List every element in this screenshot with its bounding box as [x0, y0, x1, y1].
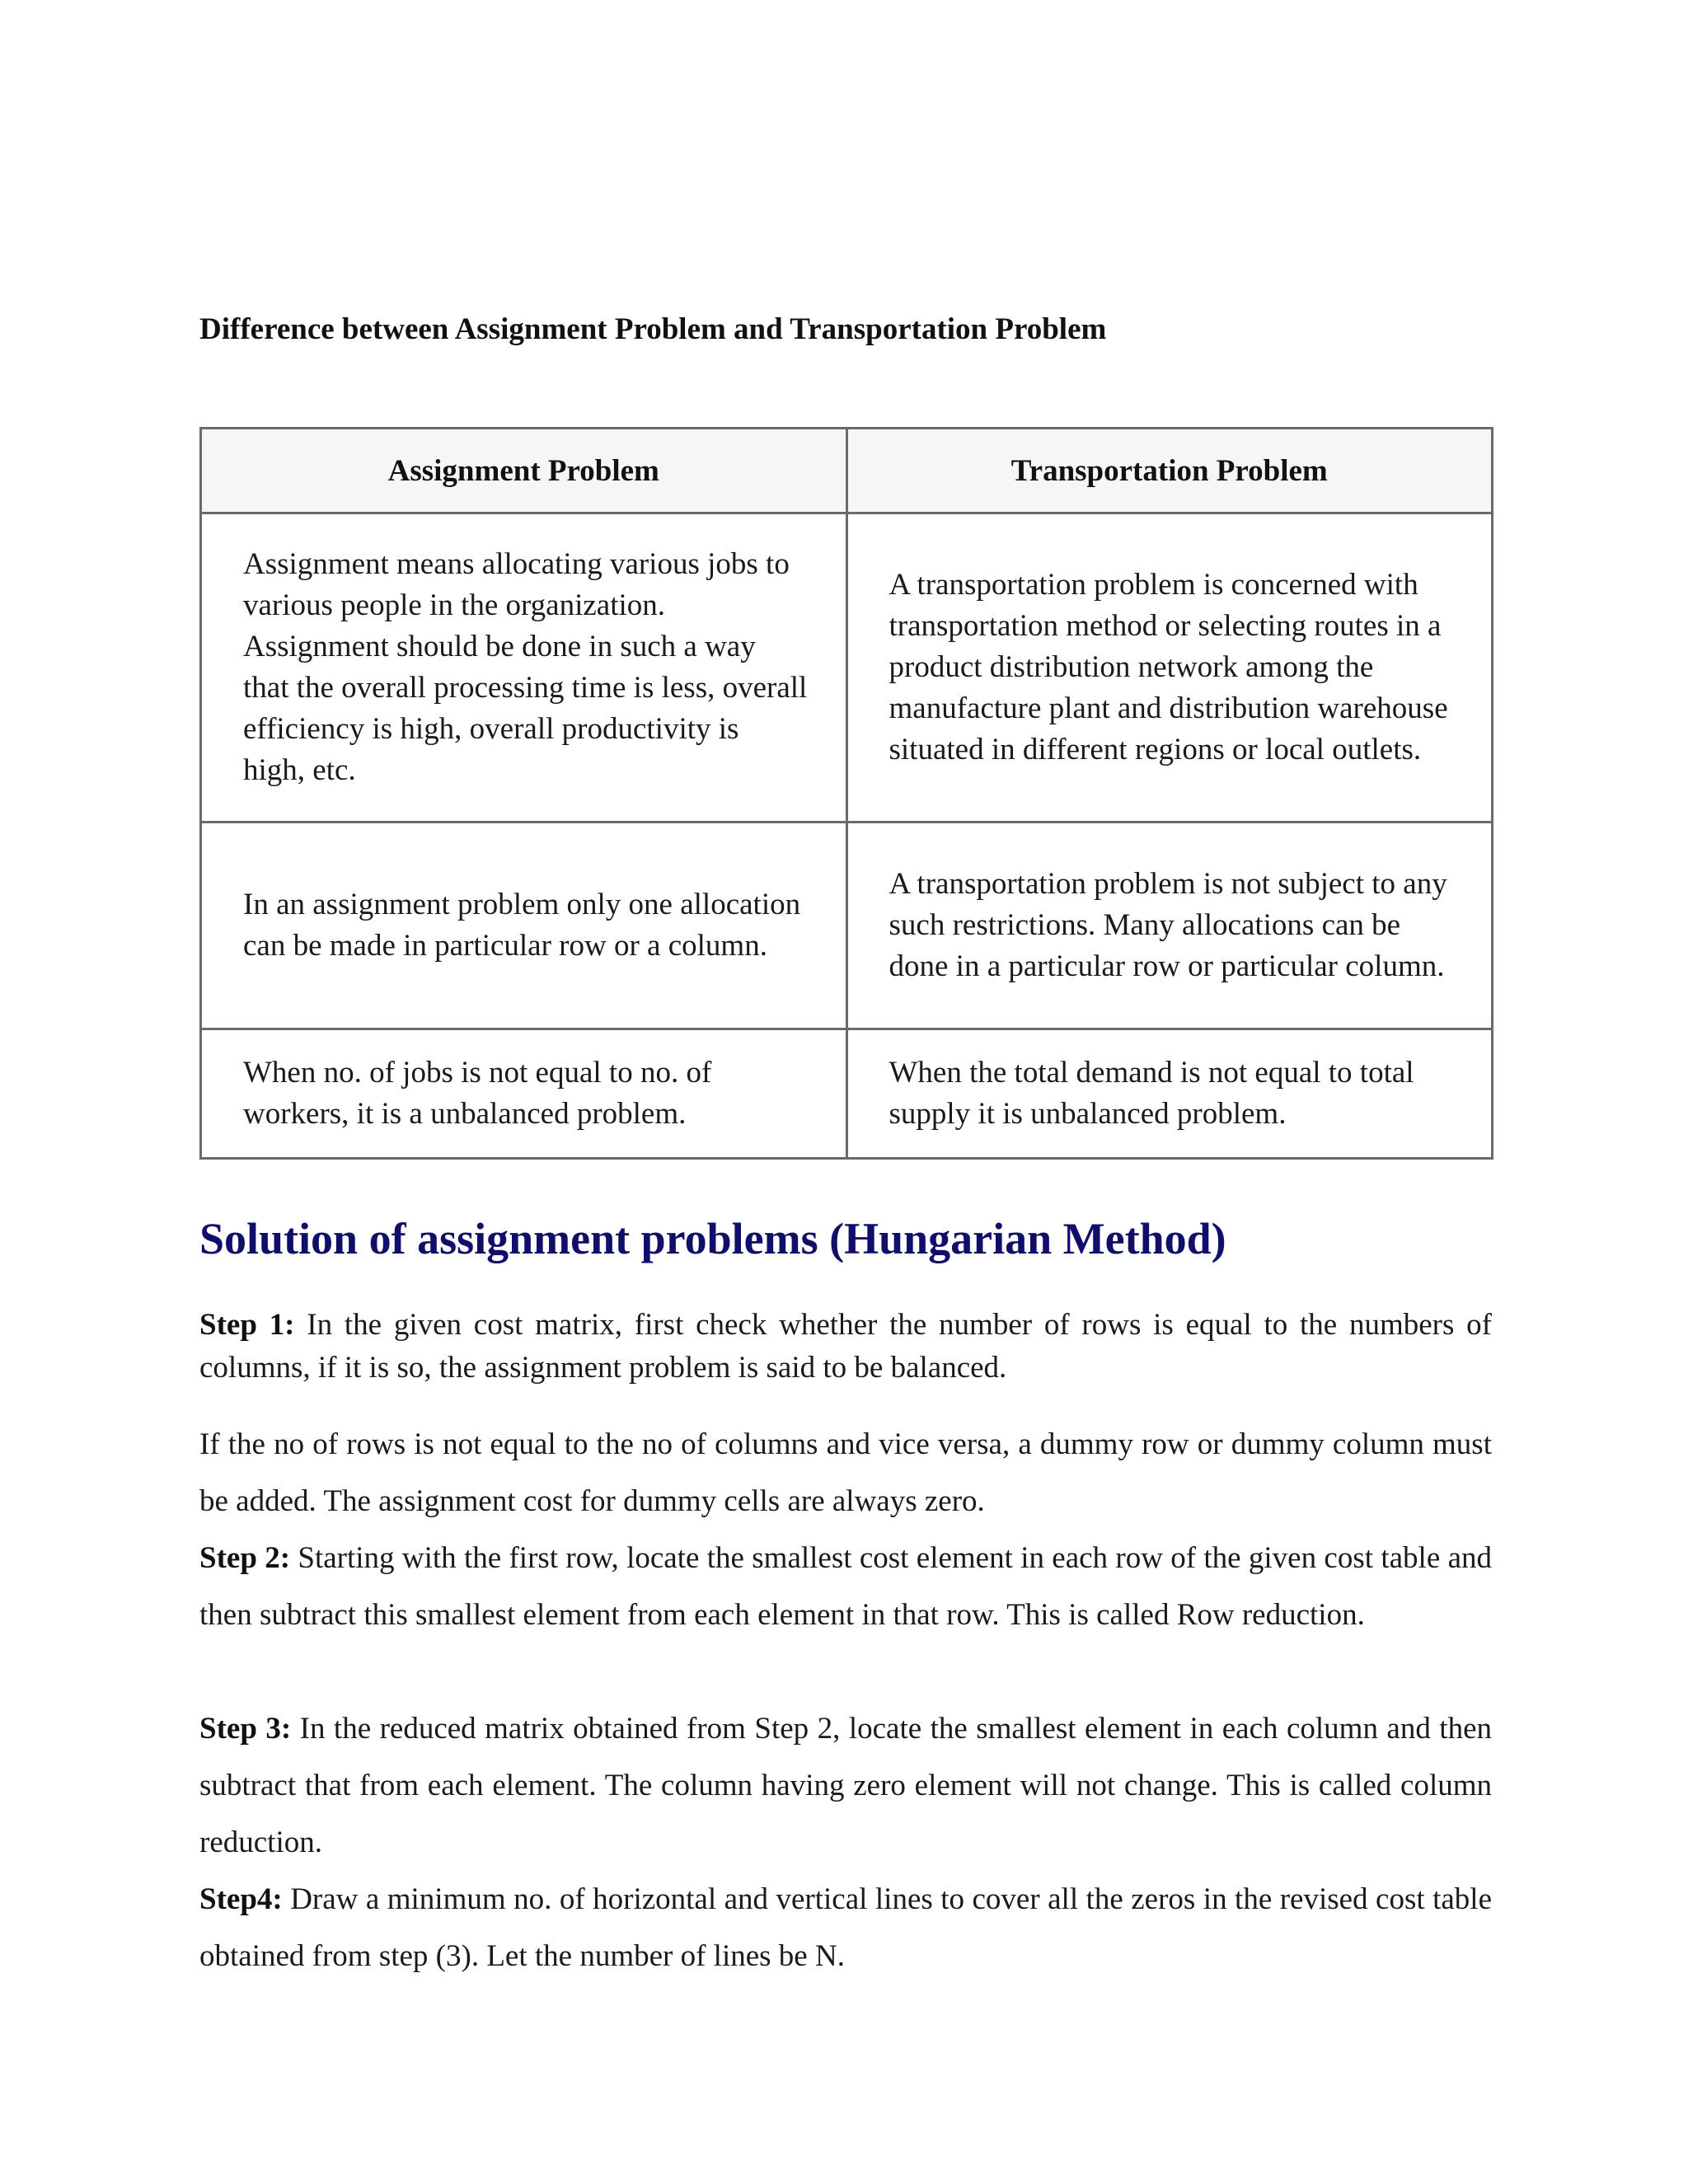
header-transportation-problem: Transportation Problem	[846, 429, 1493, 513]
table-header-row	[201, 429, 1493, 513]
table-row	[201, 823, 1493, 1029]
step-text: If the no of rows is not equal to the no of columns and vice versa, a dummy row or dummy column must be added. The assignment cost for dummy cells are always zero.	[199, 1427, 1492, 1518]
table-cell: In an assignment problem only one allocation can be made in particular row or a column.	[201, 823, 847, 1029]
table-cell: A transportation problem is concerned with transportation method or selecting routes in a product distribution network among the manufacture plant and distribution warehouse situated in different regions or local outlets.	[846, 513, 1493, 823]
table-cell: Assignment means allocating various jobs to various people in the organization. Assignment should be done in such a way that the overall processing time is less, overall efficiency is high, overall productivity is high, etc.	[201, 513, 847, 823]
table-cell: A transportation problem is not subject to any such restrictions. Many allocations can be done in a particular row or particular column.	[846, 823, 1493, 1029]
step-label: Step 2:	[199, 1541, 291, 1575]
step-text: In the reduced matrix obtained from Step 2, locate the smallest element in each column and then subtract that from each element. The column having zero element will not change. This is called column reduction.	[199, 1712, 1492, 1859]
table-cell: When the total demand is not equal to total supply it is unbalanced problem.	[846, 1029, 1493, 1159]
header-assignment-problem: Assignment Problem	[201, 429, 847, 513]
table-cell: When no. of jobs is not equal to no. of workers, it is a unbalanced problem.	[201, 1029, 847, 1159]
step-label: Step 1:	[199, 1308, 295, 1342]
comparison-table	[199, 427, 1493, 1160]
section-heading: Solution of assignment problems (Hungarian Method)	[199, 1214, 1226, 1263]
table-row	[201, 513, 1493, 823]
step-label: Step 3:	[199, 1712, 292, 1746]
step-2-paragraph	[199, 1530, 1492, 1643]
document-title: Difference between Assignment Problem and Transportation Problem	[199, 312, 1107, 346]
step-text: In the given cost matrix, first check whether the number of rows is equal to the numbers of columns, if it is so, the assignment problem is said to be balanced.	[199, 1308, 1492, 1385]
step-4-paragraph	[199, 1871, 1492, 1985]
table-row	[201, 1029, 1493, 1159]
step-1-paragraph	[199, 1304, 1492, 1390]
step-text: Starting with the first row, locate the smallest cost element in each row of the given cost table and then subtract this smallest element from each element in that row. This is called Row reduction.	[199, 1541, 1492, 1632]
step-label: Step4:	[199, 1882, 283, 1916]
dummy-row-paragraph	[199, 1416, 1492, 1530]
step-text: Draw a minimum no. of horizontal and vertical lines to cover all the zeros in the revised cost table obtained from step (3). Let the number of lines be N.	[199, 1882, 1492, 1973]
step-3-paragraph	[199, 1700, 1492, 1871]
